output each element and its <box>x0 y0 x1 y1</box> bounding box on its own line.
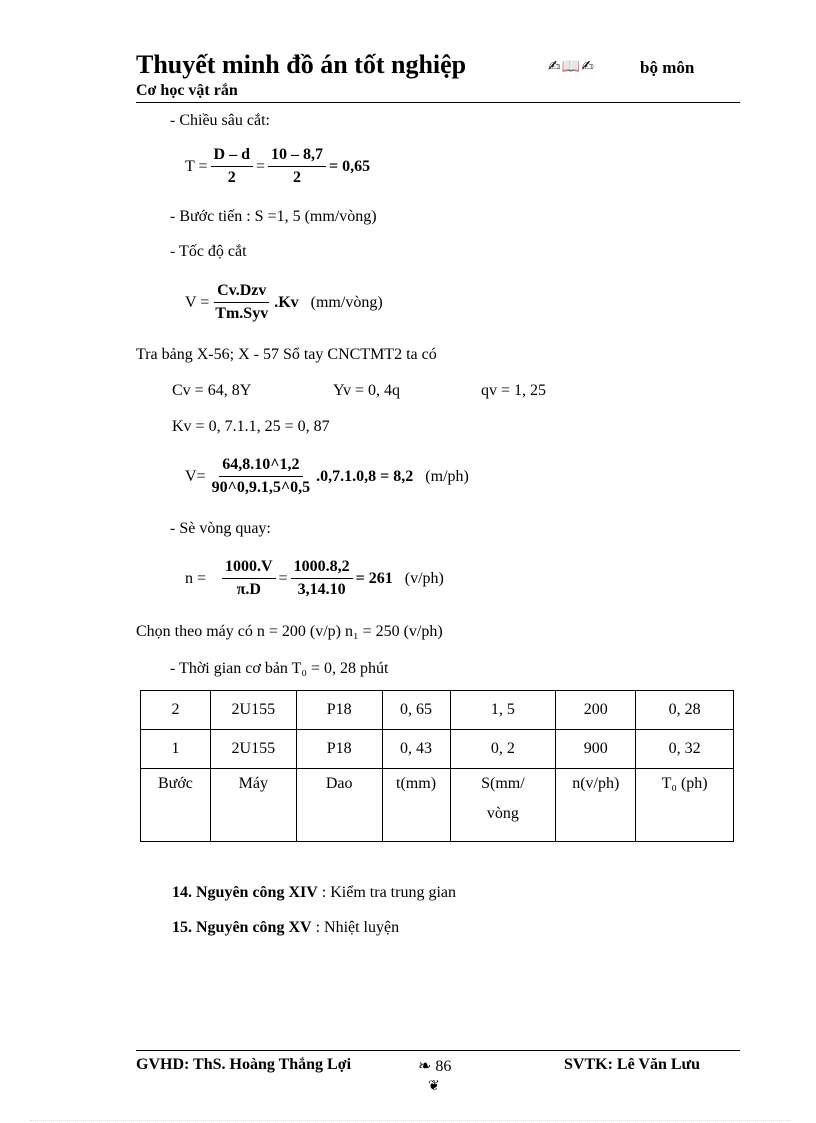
table-cell: 0, 2 <box>450 730 556 769</box>
table-cell: P18 <box>296 691 382 730</box>
fraction <box>212 282 271 323</box>
column-header: n(v/ph) <box>556 769 636 842</box>
table-cell: 1, 5 <box>450 691 556 730</box>
fraction <box>268 146 326 187</box>
depth-formula: T = $\frac{D - d}{2}$ = $\frac{10 - 8,7}{2}$ = 0,65 <box>185 146 371 186</box>
page-number <box>418 1056 451 1076</box>
department-label: bộ môn <box>640 58 695 77</box>
formula-tail: .Kv <box>274 293 299 311</box>
formula-tail: .0,7.1.0,8 = 8,2 <box>316 467 414 485</box>
denominator: 2 <box>227 169 236 186</box>
rpm-formula: n = $\frac{1000.V}{\pi.D}$ = $\frac{1000.8,2}{3,14.10}$ = 261 (v/ph) <box>185 558 444 598</box>
table-cell: 900 <box>556 730 636 769</box>
speed-heading: - Tốc độ cắt <box>170 243 247 260</box>
numerator: Cv.Dzv <box>214 282 269 303</box>
section-desc: : Nhiệt luyện <box>311 919 400 936</box>
speed-formula <box>185 282 383 323</box>
coef-yv: Yv = 0, 4q <box>333 382 400 399</box>
page-edge <box>30 1120 790 1121</box>
column-header: t(mm) <box>382 769 450 842</box>
header-rule <box>136 102 740 103</box>
formula-unit: (m/ph) <box>425 467 469 485</box>
time-line: - Thời gian cơ bản T₀ = 0, 28 phút <box>170 660 389 677</box>
formula-result: = 0,65 <box>329 157 371 175</box>
fraction <box>209 456 314 497</box>
table-row <box>141 691 734 730</box>
denominator: Tm.Syv <box>215 305 269 322</box>
numerator: 10 – 8,7 <box>268 146 326 167</box>
column-header: Dao <box>296 769 382 842</box>
speed-calc-formula <box>185 456 469 497</box>
document-title: Thuyết minh đồ án tốt nghiệp <box>136 50 467 79</box>
numerator: 1000.8,2 <box>291 558 353 579</box>
section-title: 15. Nguyên công XV <box>172 919 312 936</box>
numerator: 1000.V <box>222 558 276 579</box>
column-header: Bước <box>141 769 211 842</box>
denominator: 90^0,9.1,5^0,5 <box>211 479 311 496</box>
supervisor-label: GVHD: ThS. Hoàng Thắng Lợi <box>136 1056 352 1073</box>
formula-unit: (mm/vòng) <box>310 293 383 311</box>
formula-unit: (v/ph) <box>404 569 444 587</box>
table-row <box>141 730 734 769</box>
footer-rule <box>136 1050 740 1051</box>
rpm-heading: - Sè vòng quay: <box>170 520 271 537</box>
coef-qv: qv = 1, 25 <box>481 382 547 399</box>
document-subtitle: Cơ học vật rắn <box>136 82 238 99</box>
student-label: SVTK: Lê Văn Lưu <box>564 1056 701 1073</box>
feed-line: - Bước tiến : S =1, 5 (mm/vòng) <box>170 208 377 225</box>
lookup-line: Tra bảng X-56; X - 57 Sổ tay CNCTMT2 ta có <box>136 346 437 363</box>
section-desc: : Kiểm tra trung gian <box>317 884 456 901</box>
denominator: π.D <box>236 581 261 598</box>
table-cell: P18 <box>296 730 382 769</box>
section-15 <box>172 919 399 937</box>
formula-lhs: T = <box>185 157 208 175</box>
table-cell: 1 <box>141 730 211 769</box>
header-line-2: vòng <box>486 805 519 822</box>
formula-lhs: V= <box>185 467 206 485</box>
denominator: 2 <box>293 169 301 186</box>
table-cell: 2U155 <box>210 691 296 730</box>
column-header: Máy <box>210 769 296 842</box>
numerator: D – d <box>211 146 253 167</box>
fraction <box>211 146 253 187</box>
operations-table <box>140 690 734 842</box>
formula-lhs: V = <box>185 293 210 311</box>
column-header <box>450 769 556 842</box>
coef-kv: Kv = 0, 7.1.1, 25 = 0, 87 <box>172 418 330 435</box>
book-pen-icon: ✍📖✍ <box>548 57 595 75</box>
fraction <box>291 558 353 599</box>
selection-line: Chọn theo máy có n = 200 (v/p) n₁ = 250 (v/ph) <box>136 623 443 640</box>
table-cell: 0, 65 <box>382 691 450 730</box>
numerator: 64,8.10^1,2 <box>219 456 302 477</box>
table-header-row <box>141 769 734 842</box>
table-cell: 2 <box>141 691 211 730</box>
formula-result: = 261 <box>355 569 393 587</box>
fraction <box>222 558 276 599</box>
fleuron-icon: ❧ <box>418 1058 432 1075</box>
depth-heading: - Chiều sâu cắt: <box>170 112 270 129</box>
table-cell: 0, 32 <box>636 730 734 769</box>
coef-cv: Cv = 64, 8Y <box>172 382 252 399</box>
denominator: 3,14.10 <box>297 581 346 598</box>
header-line-1: S(mm/ <box>481 775 525 792</box>
table-cell: 2U155 <box>210 730 296 769</box>
section-14 <box>172 884 456 902</box>
formula-lhs: n = <box>185 569 207 587</box>
page-number-value: 86 <box>435 1058 452 1075</box>
column-header: T₀ (ph) <box>636 769 734 842</box>
fleuron-icon: ❦ <box>428 1079 440 1094</box>
table-cell: 200 <box>556 691 636 730</box>
table-cell: 0, 43 <box>382 730 450 769</box>
section-title: 14. Nguyên công XIV <box>172 884 318 901</box>
table-cell: 0, 28 <box>636 691 734 730</box>
